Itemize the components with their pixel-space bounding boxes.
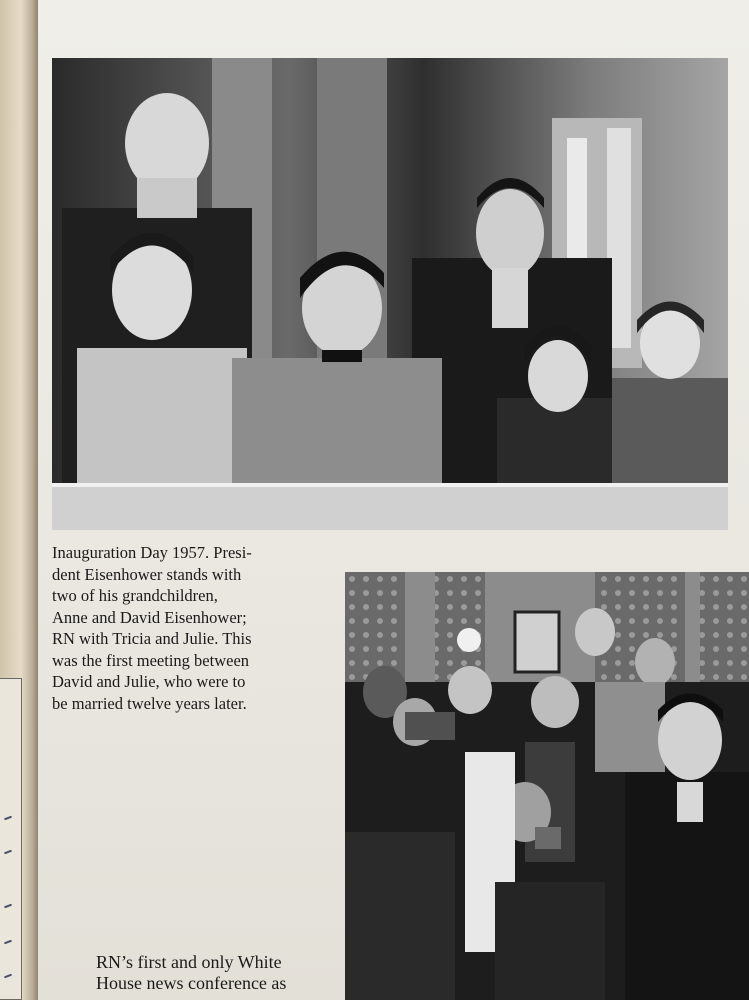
handwritten-note-card <box>0 678 22 1000</box>
inauguration-caption <box>52 542 270 714</box>
press-conference-caption <box>96 952 336 994</box>
handwriting-mark <box>4 940 12 945</box>
caption-line: David and Julie, who were to <box>52 672 246 691</box>
caption-line: House news conference as <box>96 973 287 993</box>
handwriting-mark <box>4 850 12 855</box>
caption-line: be married twelve years later. <box>52 693 247 713</box>
caption-line: RN’s first and only White <box>96 952 282 972</box>
caption-line: Inauguration Day 1957. Presi- <box>52 543 252 562</box>
inauguration-photo <box>52 58 728 530</box>
handwriting-mark <box>4 904 12 909</box>
caption-line: was the first meeting between <box>52 650 250 670</box>
caption-line: RN with Tricia and Julie. This <box>52 629 252 648</box>
handwriting-mark <box>4 816 12 821</box>
caption-line: dent Eisenhower stands with <box>52 564 242 584</box>
press-conference-photo <box>345 572 749 1000</box>
caption-line: Anne and David Eisenhower; <box>52 607 247 627</box>
handwriting-mark <box>4 974 12 979</box>
caption-line: two of his grandchildren, <box>52 586 218 605</box>
